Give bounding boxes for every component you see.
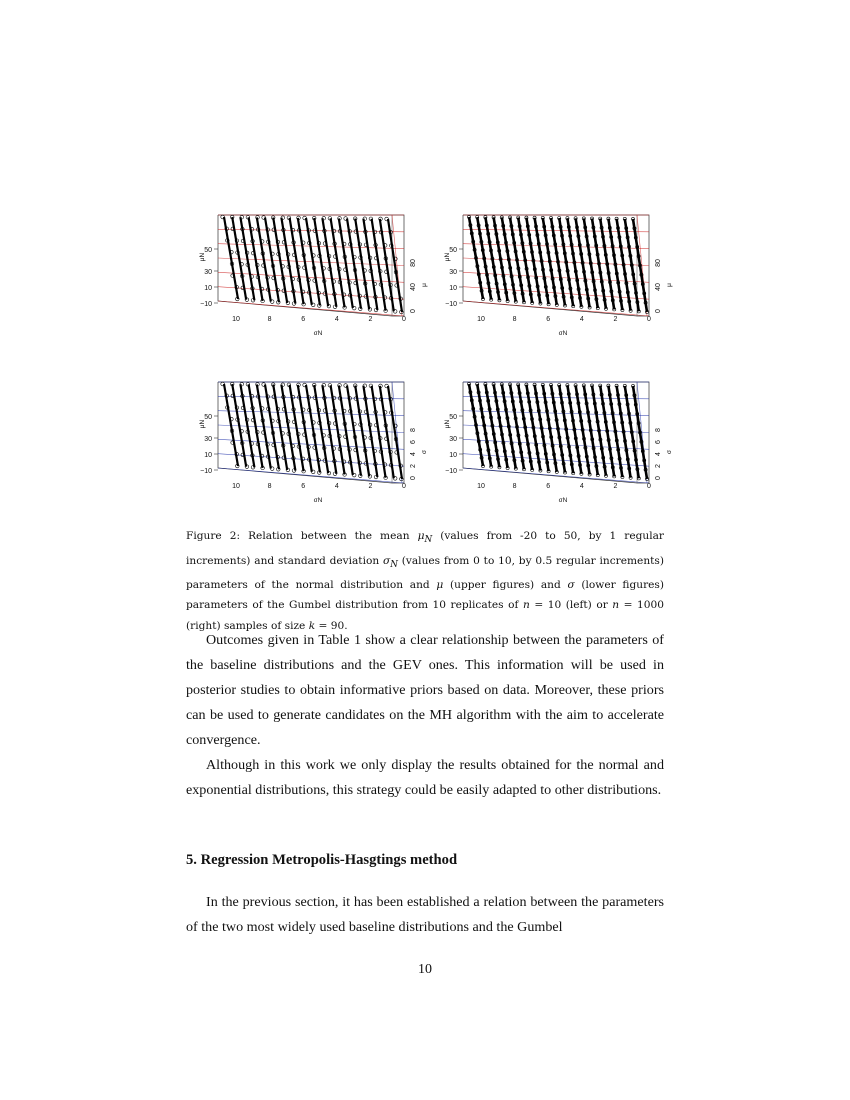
- x-tick-label: 4: [579, 483, 584, 490]
- scatter-3d-sigma-right: [441, 372, 691, 512]
- body-paragraph-2: Although in this work we only display the results obtained for the normal and exponential distributions, this strategy could be easily adapted to other distributions.: [186, 757, 664, 798]
- x-tick-label: 10: [232, 483, 240, 490]
- y-axis-label: μN: [199, 419, 206, 429]
- z-tick-label: 0: [410, 309, 417, 313]
- x-tick-label: 0: [647, 316, 651, 323]
- x-tick-label: 0: [402, 316, 406, 323]
- z-tick-label: 40: [410, 283, 417, 291]
- x-tick-label: 8: [267, 483, 272, 490]
- x-tick-label: 4: [579, 316, 584, 323]
- data-point: [344, 384, 348, 388]
- y-tick-label: 30: [204, 269, 212, 276]
- caption-label: Figure 2:: [186, 530, 241, 542]
- z-tick-label: 2: [655, 464, 662, 468]
- y-tick-label: 10: [204, 452, 212, 459]
- z-tick-label: 2: [410, 464, 417, 468]
- x-axis-label: σN: [558, 497, 568, 504]
- grid-line: [218, 272, 404, 282]
- data-point: [311, 303, 315, 307]
- x-axis-label: σN: [313, 497, 323, 504]
- z-tick-label: 8: [410, 428, 417, 432]
- x-tick-label: 6: [546, 483, 551, 490]
- z-tick-label: 40: [655, 283, 662, 291]
- x-axis-label: σN: [313, 330, 323, 337]
- data-point: [352, 306, 356, 310]
- y-tick-label: 10: [449, 452, 457, 459]
- x-tick-label: 6: [301, 316, 306, 323]
- z-axis-label: σ: [666, 449, 673, 455]
- data-point: [303, 216, 307, 220]
- y-tick-label: 50: [204, 414, 212, 421]
- data-point: [344, 217, 348, 221]
- figure-plot-top-left: [196, 205, 446, 345]
- page-number: 10: [418, 962, 432, 977]
- data-point: [393, 310, 397, 314]
- x-tick-label: 0: [647, 483, 651, 490]
- section-heading: 5. Regression Metropolis-Hasgtings method: [186, 852, 458, 868]
- x-tick-label: 8: [267, 316, 272, 323]
- figure-plot-bottom-left: [196, 372, 446, 512]
- y-tick-label: −10: [445, 468, 457, 475]
- grid-line: [463, 272, 649, 282]
- data-point: [303, 383, 307, 387]
- y-tick-label: 50: [449, 414, 457, 421]
- x-tick-label: 2: [368, 483, 373, 490]
- x-tick-label: 10: [477, 316, 485, 323]
- data-point: [270, 467, 274, 471]
- z-tick-label: 6: [655, 440, 662, 444]
- data-point: [270, 300, 274, 304]
- x-tick-label: 2: [613, 483, 618, 490]
- y-tick-label: 30: [204, 436, 212, 443]
- x-tick-label: 8: [512, 483, 517, 490]
- grid-line: [463, 229, 649, 232]
- x-tick-label: 4: [334, 316, 339, 323]
- scatter-3d-mu-right: [441, 205, 691, 345]
- y-axis-label: μN: [444, 252, 451, 262]
- y-tick-label: −10: [445, 301, 457, 308]
- z-axis-label: μ: [666, 283, 673, 287]
- scatter-3d-mu-left: [196, 205, 446, 345]
- data-point: [393, 477, 397, 481]
- data-point: [385, 384, 389, 388]
- y-tick-label: 10: [449, 285, 457, 292]
- z-tick-label: 0: [655, 476, 662, 480]
- figure-plot-top-right: [441, 205, 691, 345]
- z-tick-label: 6: [410, 440, 417, 444]
- z-axis-label: σ: [421, 449, 428, 455]
- y-axis-label: μN: [444, 419, 451, 429]
- data-point: [221, 382, 225, 386]
- data-point: [262, 383, 266, 387]
- z-tick-label: 4: [655, 452, 662, 456]
- scatter-3d-sigma-left: [196, 372, 446, 512]
- z-tick-label: 80: [410, 259, 417, 267]
- data-point: [311, 470, 315, 474]
- grid-line: [218, 439, 404, 449]
- x-axis-label: σN: [558, 330, 568, 337]
- x-tick-label: 10: [232, 316, 240, 323]
- body-paragraph-1: Outcomes given in Table 1 show a clear relationship between the parameters of the baseline distributions and the GEV ones. This information will be used in posterior studies to obtain informative priors based on data. Moreover, these priors can be used to generate candidates on the MH algorithm with the aim to accelerate convergence.: [186, 632, 664, 748]
- y-tick-label: 50: [204, 247, 212, 254]
- figure-caption: Figure 2: Relation between the mean $\mu_N$ (values from -20 to 50, by 1 regular increments) and standard deviation $\sigma_N$ (values from 0 to 10, by 0.5 regular increments) parameters of the normal distribution and μ (upper figures) and σ (lower figures) parameters of the Gumbel distribution from 10 replicates of n = 10 (left) or n = 1000 (right) samples of size k = 90.: [186, 530, 664, 632]
- x-tick-label: 6: [301, 483, 306, 490]
- z-tick-label: 80: [655, 259, 662, 267]
- x-tick-label: 2: [368, 316, 373, 323]
- y-tick-label: −10: [200, 301, 212, 308]
- data-point: [221, 215, 225, 219]
- data-point: [385, 217, 389, 221]
- z-tick-label: 4: [410, 452, 417, 456]
- x-tick-label: 6: [546, 316, 551, 323]
- body-paragraph-3: In the previous section, it has been established a relation between the parameters of the two most widely used baseline distributions and the Gumbel: [186, 894, 664, 935]
- x-tick-label: 8: [512, 316, 517, 323]
- x-tick-label: 10: [477, 483, 485, 490]
- data-point: [262, 216, 266, 220]
- data-point: [352, 473, 356, 477]
- x-tick-label: 2: [613, 316, 618, 323]
- grid-line: [463, 396, 649, 399]
- z-axis-label: μ: [421, 283, 428, 287]
- grid-line: [463, 439, 649, 449]
- y-tick-label: −10: [200, 468, 212, 475]
- y-tick-label: 30: [449, 436, 457, 443]
- x-tick-label: 0: [402, 483, 406, 490]
- y-tick-label: 30: [449, 269, 457, 276]
- y-axis-label: μN: [199, 252, 206, 262]
- z-tick-label: 0: [410, 476, 417, 480]
- z-tick-label: 0: [655, 309, 662, 313]
- x-tick-label: 4: [334, 483, 339, 490]
- figure-plot-bottom-right: [441, 372, 691, 512]
- y-tick-label: 50: [449, 247, 457, 254]
- z-tick-label: 8: [655, 428, 662, 432]
- y-tick-label: 10: [204, 285, 212, 292]
